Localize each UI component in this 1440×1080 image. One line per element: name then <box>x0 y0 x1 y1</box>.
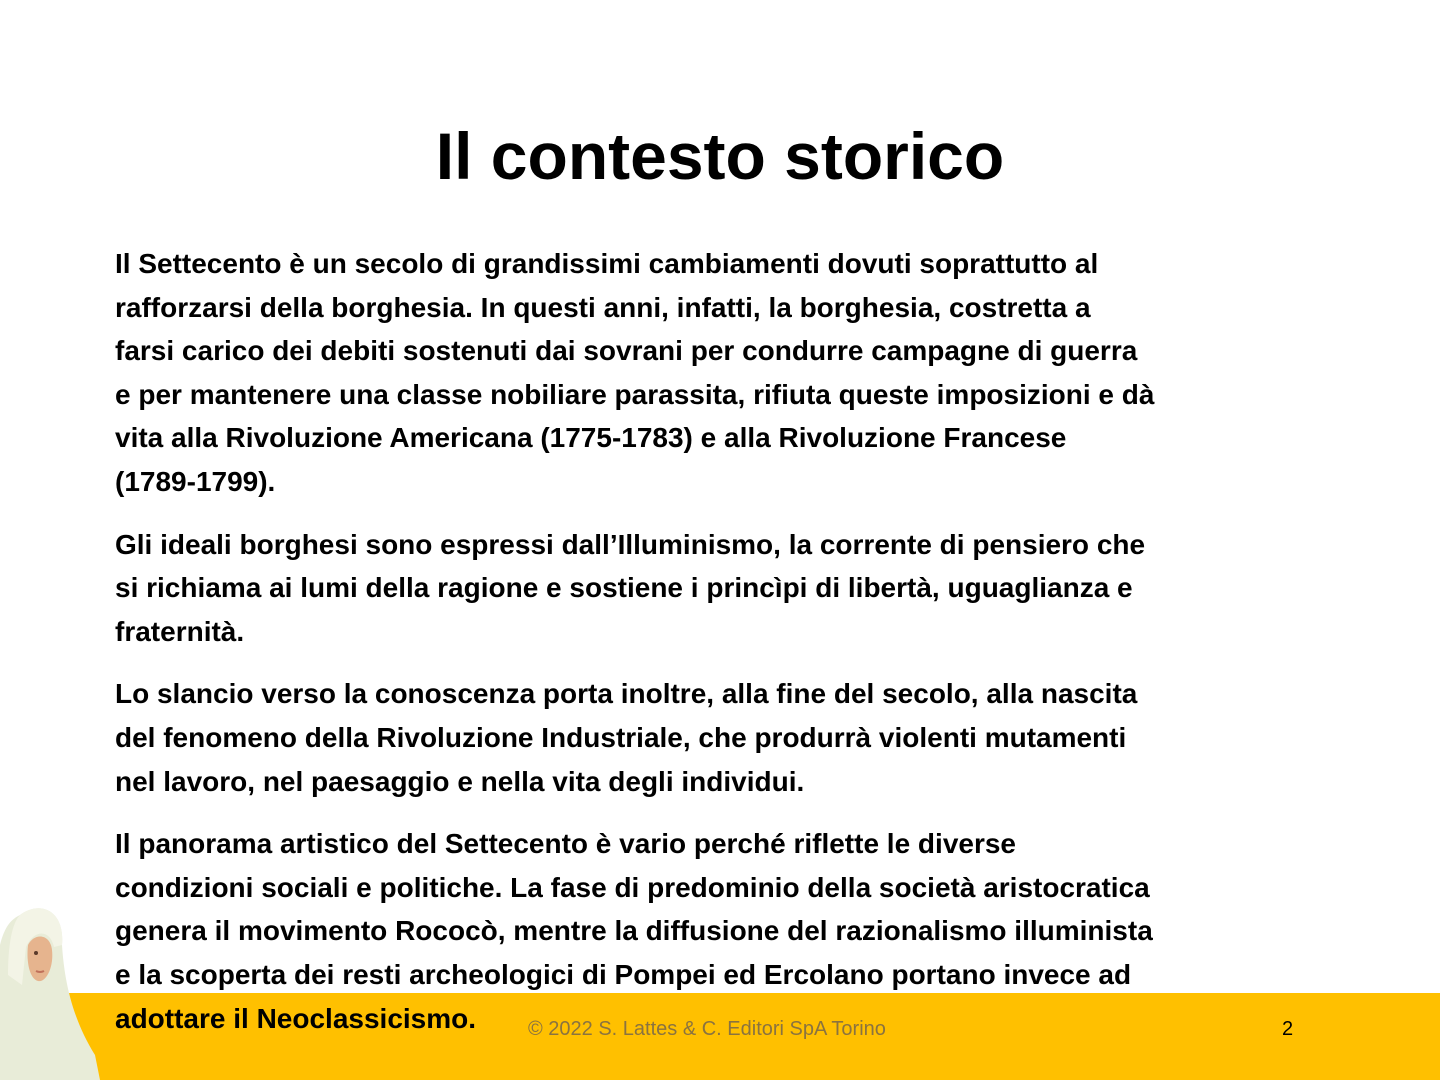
text-line: del fenomeno della Rivoluzione Industriale, che produrrà violenti mutamenti <box>115 721 1127 753</box>
text-line: e la scoperta dei resti archeologici di Pompei ed Ercolano portano invece ad <box>115 958 1132 990</box>
paragraph-rivoluzione-industriale <box>115 672 1415 803</box>
veiled-woman-image <box>0 905 100 1080</box>
page-number: 2 <box>1282 1018 1294 1040</box>
paragraph-panorama-artistico <box>115 822 1415 1040</box>
text-line: rafforzarsi della borghesia. In questi anni, infatti, la borghesia, costretta a <box>115 291 1091 323</box>
text-line: condizioni sociali e politiche. La fase di predominio della società aristocratica <box>115 871 1150 903</box>
text-line: fraternità. <box>115 615 245 647</box>
slide-body <box>115 242 1415 1059</box>
text-line: genera il movimento Rococò, mentre la diffusione del razionalismo illuminista <box>115 915 1153 947</box>
copyright-notice: © 2022 S. Lattes & C. Editori SpA Torino <box>528 1018 886 1040</box>
text-line: nel lavoro, nel paesaggio e nella vita degli individui. <box>115 765 805 797</box>
text-line: (1789-1799). <box>115 465 276 497</box>
text-line: Lo slancio verso la conoscenza porta inoltre, alla fine del secolo, alla nascita <box>115 678 1138 710</box>
text-line: farsi carico dei debiti sostenuti dai sovrani per condurre campagne di guerra <box>115 335 1138 367</box>
slide-title: Il contesto storico <box>435 119 1005 193</box>
text-line: vita alla Rivoluzione Americana (1775-1783) e alla Rivoluzione Francese <box>115 422 1067 454</box>
paragraph-illuminismo <box>115 523 1415 654</box>
text-line: Il panorama artistico del Settecento è vario perché riflette le diverse <box>115 828 1017 860</box>
text-line: Il Settecento è un secolo di grandissimi cambiamenti dovuti soprattutto al <box>115 248 1099 279</box>
text-line: adottare il Neoclassicismo. <box>115 1002 477 1034</box>
text-line: Gli ideali borghesi sono espressi dall’Illuminismo, la corrente di pensiero che <box>115 528 1146 560</box>
text-line: e per mantenere una classe nobiliare parassita, rifiuta queste imposizioni e dà <box>115 378 1155 410</box>
paragraph-settecento <box>115 242 1415 504</box>
text-line: si richiama ai lumi della ragione e sostiene i princìpi di libertà, uguaglianza e <box>115 572 1133 604</box>
